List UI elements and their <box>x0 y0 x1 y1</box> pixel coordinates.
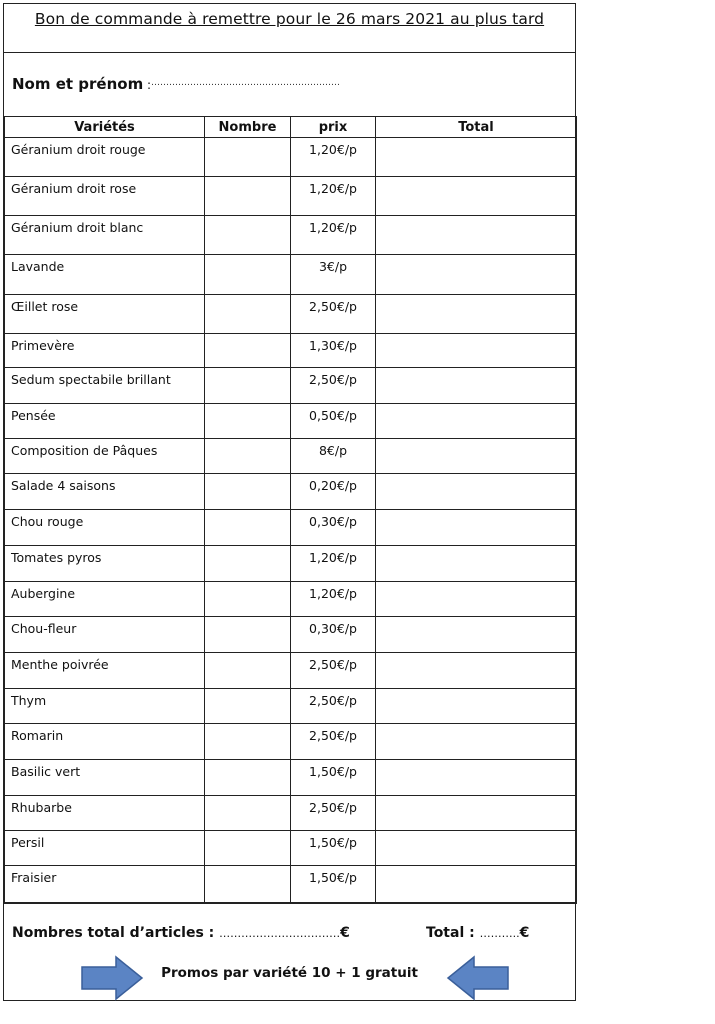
nombre-cell[interactable] <box>205 368 291 404</box>
prix-cell: 0,30€/p <box>291 510 376 546</box>
nombre-cell[interactable] <box>205 404 291 439</box>
total-articles-unit: € <box>340 925 350 941</box>
total-cell[interactable] <box>376 138 577 177</box>
prix-cell: 2,50€/p <box>291 689 376 724</box>
total-cell[interactable] <box>376 474 577 510</box>
variete-cell: Tomates pyros <box>5 546 205 582</box>
variete-cell: Sedum spectabile brillant <box>5 368 205 404</box>
variete-cell: Géranium droit blanc <box>5 216 205 255</box>
nombre-cell[interactable] <box>205 295 291 334</box>
variete-cell: Chou rouge <box>5 510 205 546</box>
prix-cell: 3€/p <box>291 255 376 295</box>
table-row <box>5 177 577 216</box>
table-row <box>5 866 577 904</box>
total-cell[interactable] <box>376 760 577 796</box>
footer <box>4 902 575 1003</box>
nombre-cell[interactable] <box>205 216 291 255</box>
total-cell[interactable] <box>376 255 577 295</box>
table-row <box>5 510 577 546</box>
table-row <box>5 138 577 177</box>
table-row <box>5 582 577 617</box>
page-title: Bon de commande à remettre pour le 26 mars 2021 au plus tard <box>34 10 545 28</box>
table-row <box>5 760 577 796</box>
table-row <box>5 617 577 653</box>
total-cell[interactable] <box>376 653 577 689</box>
prix-cell: 0,50€/p <box>291 404 376 439</box>
total-cell[interactable] <box>376 295 577 334</box>
total-cell[interactable] <box>376 831 577 866</box>
total-cell[interactable] <box>376 866 577 904</box>
total-cell[interactable] <box>376 724 577 760</box>
total-cell[interactable] <box>376 546 577 582</box>
nombre-cell[interactable] <box>205 138 291 177</box>
variete-cell: Salade 4 saisons <box>5 474 205 510</box>
order-table <box>4 116 577 904</box>
nombre-cell[interactable] <box>205 510 291 546</box>
nombre-cell[interactable] <box>205 831 291 866</box>
nombre-cell[interactable] <box>205 724 291 760</box>
prix-cell: 2,50€/p <box>291 368 376 404</box>
variete-cell: Géranium droit rouge <box>5 138 205 177</box>
variete-cell: Romarin <box>5 724 205 760</box>
variete-cell: Œillet rose <box>5 295 205 334</box>
total-cell[interactable] <box>376 216 577 255</box>
table-row <box>5 724 577 760</box>
grand-total-input[interactable]: ……….. <box>479 927 520 940</box>
name-row <box>4 52 575 117</box>
name-label-colon: : <box>143 78 152 92</box>
table-row <box>5 404 577 439</box>
table-row <box>5 295 577 334</box>
prix-cell: 1,20€/p <box>291 546 376 582</box>
table-row <box>5 796 577 831</box>
order-form <box>3 3 576 1001</box>
nombre-cell[interactable] <box>205 760 291 796</box>
prix-cell: 2,50€/p <box>291 724 376 760</box>
variete-cell: Géranium droit rose <box>5 177 205 216</box>
total-cell[interactable] <box>376 334 577 368</box>
variete-cell: Menthe poivrée <box>5 653 205 689</box>
table-row <box>5 653 577 689</box>
table-row <box>5 831 577 866</box>
table-header-row <box>5 117 577 138</box>
variete-cell: Chou-fleur <box>5 617 205 653</box>
total-cell[interactable] <box>376 689 577 724</box>
total-cell[interactable] <box>376 368 577 404</box>
variete-cell: Aubergine <box>5 582 205 617</box>
prix-cell: 2,50€/p <box>291 653 376 689</box>
nombre-cell[interactable] <box>205 439 291 474</box>
total-articles-label: Nombres total d’articles : <box>12 925 220 941</box>
header-nombre: Nombre <box>205 117 291 138</box>
table-body <box>5 138 577 904</box>
total-cell[interactable] <box>376 796 577 831</box>
grand-total-label: Total : <box>426 925 480 941</box>
name-label <box>12 75 151 93</box>
total-cell[interactable] <box>376 404 577 439</box>
table-row <box>5 689 577 724</box>
header-total: Total <box>376 117 577 138</box>
nombre-cell[interactable] <box>205 653 291 689</box>
table-row <box>5 255 577 295</box>
prix-cell: 1,20€/p <box>291 216 376 255</box>
total-articles <box>12 925 350 941</box>
total-cell[interactable] <box>376 510 577 546</box>
promo-text: Promos par variété 10 + 1 gratuit <box>161 965 418 981</box>
nombre-cell[interactable] <box>205 796 291 831</box>
prix-cell: 1,20€/p <box>291 177 376 216</box>
variete-cell: Basilic vert <box>5 760 205 796</box>
prix-cell: 0,30€/p <box>291 617 376 653</box>
total-cell[interactable] <box>376 582 577 617</box>
prix-cell: 1,50€/p <box>291 866 376 904</box>
arrow-left-icon <box>446 955 510 1001</box>
variete-cell: Rhubarbe <box>5 796 205 831</box>
prix-cell: 1,20€/p <box>291 138 376 177</box>
variete-cell: Lavande <box>5 255 205 295</box>
nombre-cell[interactable] <box>205 546 291 582</box>
variete-cell: Composition de Pâques <box>5 439 205 474</box>
name-input-line[interactable]: ……………………………………………………… <box>151 78 340 88</box>
variete-cell: Thym <box>5 689 205 724</box>
nombre-cell[interactable] <box>205 177 291 216</box>
variete-cell: Primevère <box>5 334 205 368</box>
header-prix: prix <box>291 117 376 138</box>
header-varietes: Variétés <box>5 117 205 138</box>
prix-cell: 1,20€/p <box>291 582 376 617</box>
table-row <box>5 439 577 474</box>
nombre-cell[interactable] <box>205 255 291 295</box>
table-row <box>5 334 577 368</box>
prix-cell: 1,50€/p <box>291 831 376 866</box>
nombre-cell[interactable] <box>205 582 291 617</box>
total-cell[interactable] <box>376 439 577 474</box>
nombre-cell[interactable] <box>205 334 291 368</box>
table-row <box>5 216 577 255</box>
prix-cell: 2,50€/p <box>291 796 376 831</box>
table-row <box>5 368 577 404</box>
prix-cell: 1,50€/p <box>291 760 376 796</box>
total-cell[interactable] <box>376 617 577 653</box>
name-label-text: Nom et prénom <box>12 75 144 93</box>
grand-total-unit: € <box>519 925 530 941</box>
grand-total <box>426 925 529 941</box>
variete-cell: Fraisier <box>5 866 205 904</box>
prix-cell: 2,50€/p <box>291 295 376 334</box>
nombre-cell[interactable] <box>205 689 291 724</box>
table-row <box>5 474 577 510</box>
variete-cell: Persil <box>5 831 205 866</box>
nombre-cell[interactable] <box>205 866 291 904</box>
variete-cell: Pensée <box>5 404 205 439</box>
table-row <box>5 546 577 582</box>
prix-cell: 0,20€/p <box>291 474 376 510</box>
title-row <box>4 4 575 53</box>
nombre-cell[interactable] <box>205 474 291 510</box>
prix-cell: 1,30€/p <box>291 334 376 368</box>
nombre-cell[interactable] <box>205 617 291 653</box>
total-articles-input[interactable]: …………………………… <box>219 927 341 940</box>
prix-cell: 8€/p <box>291 439 376 474</box>
total-cell[interactable] <box>376 177 577 216</box>
